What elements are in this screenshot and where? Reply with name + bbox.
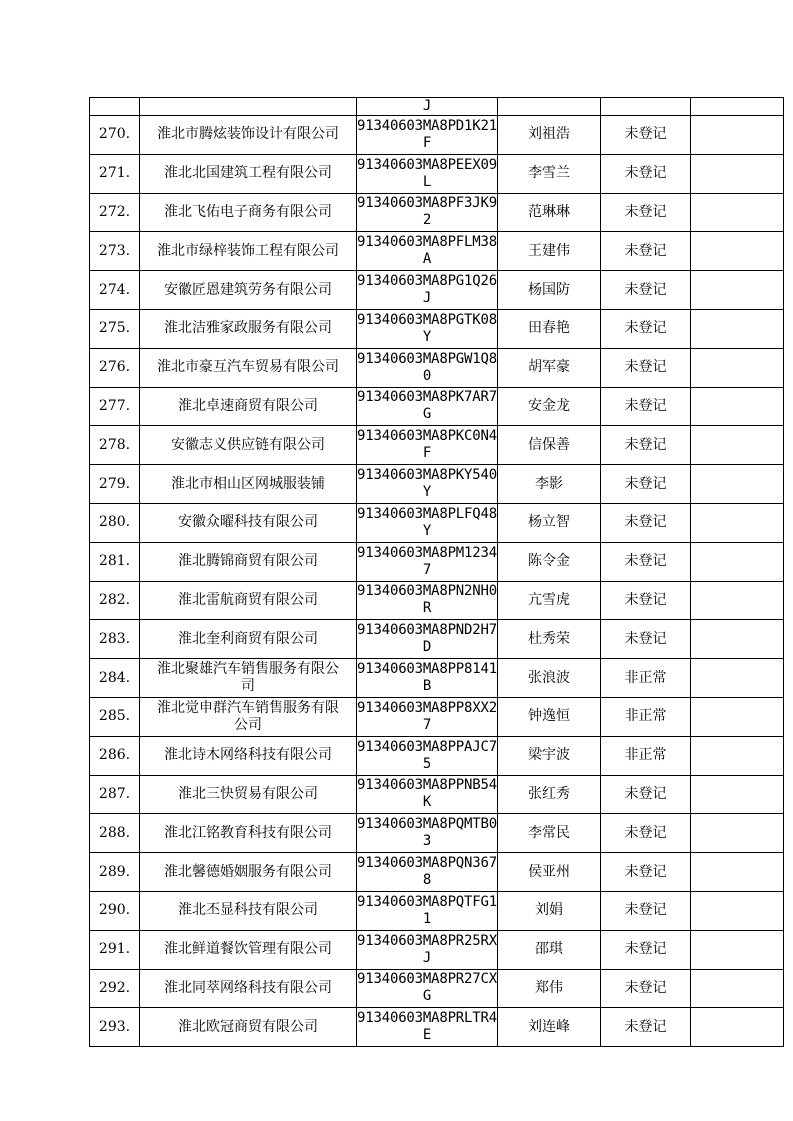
table-row xyxy=(90,116,784,155)
credit-code-cell xyxy=(357,659,498,698)
status-cell: 非正常 xyxy=(601,697,691,736)
company-name-cell xyxy=(140,193,357,232)
blank-cell xyxy=(691,1008,784,1047)
blank-cell xyxy=(691,232,784,271)
credit-code-line-2: L xyxy=(422,173,432,190)
table-row xyxy=(90,969,784,1008)
company-name-cell xyxy=(140,232,357,271)
credit-code-cell xyxy=(357,348,498,387)
row-number-cell: 279. xyxy=(90,465,140,504)
continuation-row xyxy=(90,98,784,116)
credit-code-cell xyxy=(357,426,498,465)
credit-code-line-1: 91340603MA8PF3JK9 xyxy=(357,195,497,212)
credit-code-cell xyxy=(357,581,498,620)
credit-code-line-1: 91340603MA8PQN367 xyxy=(357,855,497,872)
credit-code-line-2: 7 xyxy=(422,561,432,578)
credit-code-line-1: 91340603MA8PKC0N4 xyxy=(357,428,497,445)
credit-code-line-1: 91340603MA8PM1234 xyxy=(357,544,497,561)
legal-representative-cell: 李常民 xyxy=(498,814,601,853)
table-row xyxy=(90,426,784,465)
table-row xyxy=(90,581,784,620)
row-number-cell: 282. xyxy=(90,581,140,620)
table-row xyxy=(90,930,784,969)
table-row xyxy=(90,697,784,736)
legal-representative-cell: 李影 xyxy=(498,465,601,504)
status-cell: 未登记 xyxy=(601,930,691,969)
table-row xyxy=(90,1008,784,1047)
legal-representative-cell: 刘娟 xyxy=(498,891,601,930)
company-name-cell xyxy=(140,659,357,698)
company-name-cell xyxy=(140,309,357,348)
status-cell: 未登记 xyxy=(601,193,691,232)
row-number-cell: 274. xyxy=(90,271,140,310)
status-cell: 未登记 xyxy=(601,969,691,1008)
legal-representative-cell: 信保善 xyxy=(498,426,601,465)
blank-cell xyxy=(691,853,784,892)
legal-representative-cell: 刘祖浩 xyxy=(498,116,601,155)
credit-code-line-2: 8 xyxy=(422,872,432,889)
status-cell: 未登记 xyxy=(601,775,691,814)
table-row xyxy=(90,387,784,426)
table-row xyxy=(90,659,784,698)
blank-cell xyxy=(691,581,784,620)
credit-code-line-1: 91340603MA8PEEX09 xyxy=(357,156,497,173)
company-name-line-1: 淮北腾锦商贸有限公司 xyxy=(178,553,318,570)
credit-code-cell: J xyxy=(357,98,498,116)
credit-code-cell xyxy=(357,503,498,542)
legal-representative-cell: 胡军豪 xyxy=(498,348,601,387)
credit-code-line-1: 91340603MA8PGW1Q8 xyxy=(357,350,497,367)
row-number-cell: 270. xyxy=(90,116,140,155)
company-name-line-1: 淮北同萃网络科技有限公司 xyxy=(164,979,332,996)
table-row xyxy=(90,736,784,775)
blank-cell xyxy=(691,348,784,387)
company-name-line-1: 淮北觉申群汽车销售服务有限 xyxy=(157,699,339,716)
credit-code-line-2: 0 xyxy=(422,367,432,384)
credit-code-line-2: 5 xyxy=(422,755,432,772)
table-row xyxy=(90,232,784,271)
credit-code-cell xyxy=(357,620,498,659)
blank-cell xyxy=(691,697,784,736)
blank-cell xyxy=(691,659,784,698)
credit-code-line-2: Y xyxy=(422,328,432,345)
credit-code-line-1: 91340603MA8PLFQ48 xyxy=(357,505,497,522)
credit-code-line-2: A xyxy=(422,251,432,268)
company-name-line-1: 安徽志义供应链有限公司 xyxy=(171,436,325,453)
legal-representative-cell: 安金龙 xyxy=(498,387,601,426)
legal-representative-cell: 杨国防 xyxy=(498,271,601,310)
blank-cell xyxy=(691,736,784,775)
credit-code-line-1: 91340603MA8PP8XX2 xyxy=(357,699,497,716)
table-body xyxy=(90,98,784,1047)
table-row xyxy=(90,465,784,504)
credit-code-line-1: 91340603MA8PQMTB0 xyxy=(357,816,497,833)
credit-code-cell xyxy=(357,542,498,581)
credit-code-cell xyxy=(357,930,498,969)
credit-code-line-1: 91340603MA8PR27CX xyxy=(357,971,497,988)
company-name-cell xyxy=(140,503,357,542)
row-number-cell: 292. xyxy=(90,969,140,1008)
row-number-cell: 276. xyxy=(90,348,140,387)
credit-code-line-2: Y xyxy=(422,484,432,501)
company-name-cell xyxy=(140,154,357,193)
credit-code-line-1: 91340603MA8PN2NH0 xyxy=(357,583,497,600)
status-cell: 未登记 xyxy=(601,426,691,465)
blank-cell xyxy=(691,271,784,310)
company-name-cell xyxy=(140,271,357,310)
blank-cell xyxy=(691,387,784,426)
table-row xyxy=(90,814,784,853)
credit-code-line-2: 7 xyxy=(422,716,432,733)
blank-cell xyxy=(691,465,784,504)
legal-representative-cell: 李雪兰 xyxy=(498,154,601,193)
row-number-cell: 280. xyxy=(90,503,140,542)
credit-code-cell xyxy=(357,271,498,310)
table-row xyxy=(90,853,784,892)
company-name-line-1: 淮北北国建筑工程有限公司 xyxy=(164,165,332,182)
blank-cell xyxy=(691,620,784,659)
company-name-cell xyxy=(140,387,357,426)
credit-code-cell xyxy=(357,387,498,426)
company-name-cell xyxy=(140,542,357,581)
company-name-line-1: 淮北诗木网络科技有限公司 xyxy=(164,747,332,764)
legal-representative-cell: 钟逸恒 xyxy=(498,697,601,736)
credit-code-line-2: Y xyxy=(422,522,432,539)
company-name-line-1: 淮北洁雅家政服务有限公司 xyxy=(164,320,332,337)
row-number-cell: 290. xyxy=(90,891,140,930)
status-cell: 未登记 xyxy=(601,154,691,193)
status-cell: 未登记 xyxy=(601,116,691,155)
legal-representative-cell xyxy=(498,98,601,116)
table-row xyxy=(90,309,784,348)
credit-code-line-2: B xyxy=(422,678,432,695)
company-name-line-1: 安徽众曜科技有限公司 xyxy=(178,514,318,531)
credit-code-line-1: 91340603MA8PD1K21 xyxy=(357,117,497,134)
credit-code-line-2: D xyxy=(422,639,432,656)
table-row xyxy=(90,542,784,581)
blank-cell xyxy=(691,309,784,348)
legal-representative-cell: 郑伟 xyxy=(498,969,601,1008)
table-row xyxy=(90,503,784,542)
status-cell: 未登记 xyxy=(601,853,691,892)
company-name-line-1: 淮北鲜道餐饮管理有限公司 xyxy=(164,941,332,958)
credit-code-line-1: 91340603MA8PKY540 xyxy=(357,467,497,484)
credit-code-cell xyxy=(357,232,498,271)
credit-code-line-2: J xyxy=(422,290,432,307)
company-name-cell xyxy=(140,1008,357,1047)
credit-code-cell xyxy=(357,465,498,504)
status-cell: 未登记 xyxy=(601,503,691,542)
blank-cell xyxy=(691,116,784,155)
blank-cell xyxy=(691,193,784,232)
credit-code-cell xyxy=(357,775,498,814)
company-name-line-1: 淮北市豪互汽车贸易有限公司 xyxy=(157,359,339,376)
row-number-cell: 291. xyxy=(90,930,140,969)
legal-representative-cell: 亢雪虎 xyxy=(498,581,601,620)
legal-representative-cell: 张红秀 xyxy=(498,775,601,814)
credit-code-line-1: 91340603MA8PND2H7 xyxy=(357,622,497,639)
table-row xyxy=(90,271,784,310)
credit-code-line-1: 91340603MA8PG1Q26 xyxy=(357,273,497,290)
legal-representative-cell: 陈令金 xyxy=(498,542,601,581)
company-name-cell xyxy=(140,697,357,736)
status-cell: 非正常 xyxy=(601,659,691,698)
credit-code-cell xyxy=(357,1008,498,1047)
credit-code-line-1: 91340603MA8PPNB54 xyxy=(357,777,497,794)
company-name-line-1: 淮北市相山区网城服装铺 xyxy=(171,475,325,492)
status-cell xyxy=(601,98,691,116)
credit-code-cell xyxy=(357,193,498,232)
credit-code-line-2: F xyxy=(422,134,432,151)
credit-code-line-2: 3 xyxy=(422,833,432,850)
credit-code-cell xyxy=(357,697,498,736)
company-name-cell xyxy=(140,465,357,504)
company-name-line-1: 淮北聚雄汽车销售服务有限公 xyxy=(157,661,339,678)
credit-code-line-1: 91340603MA8PR25RX xyxy=(357,932,497,949)
status-cell: 未登记 xyxy=(601,891,691,930)
credit-code-line-1: 91340603MA8PPAJC7 xyxy=(357,738,497,755)
blank-cell xyxy=(691,814,784,853)
company-name-cell xyxy=(140,736,357,775)
legal-representative-cell: 田春艳 xyxy=(498,309,601,348)
company-name-line-1: 淮北江铭教育科技有限公司 xyxy=(164,824,332,841)
company-name-line-1: 淮北卓速商贸有限公司 xyxy=(178,397,318,414)
status-cell: 未登记 xyxy=(601,348,691,387)
legal-representative-cell: 杨立智 xyxy=(498,503,601,542)
company-name-line-1: 淮北雷航商贸有限公司 xyxy=(178,591,318,608)
row-number-cell: 287. xyxy=(90,775,140,814)
table-row xyxy=(90,154,784,193)
credit-code-line-1: 91340603MA8PFLM38 xyxy=(357,234,497,251)
row-number-cell: 277. xyxy=(90,387,140,426)
credit-code-line-2: G xyxy=(422,406,432,423)
row-number-cell: 272. xyxy=(90,193,140,232)
company-name-line-1: 淮北馨德婚姻服务有限公司 xyxy=(164,863,332,880)
credit-code-cell xyxy=(357,891,498,930)
status-cell: 未登记 xyxy=(601,581,691,620)
table-row xyxy=(90,620,784,659)
company-name-cell xyxy=(140,348,357,387)
table-row xyxy=(90,193,784,232)
company-name-line-1: 淮北丕显科技有限公司 xyxy=(178,902,318,919)
company-name-cell xyxy=(140,969,357,1008)
credit-code-cell xyxy=(357,969,498,1008)
credit-code-cell xyxy=(357,116,498,155)
company-name-line-1: 淮北欧冠商贸有限公司 xyxy=(178,1018,318,1035)
company-name-cell xyxy=(140,620,357,659)
enterprise-register-table xyxy=(89,97,784,1047)
legal-representative-cell: 侯亚州 xyxy=(498,853,601,892)
row-number-cell: 288. xyxy=(90,814,140,853)
legal-representative-cell: 杜秀荣 xyxy=(498,620,601,659)
status-cell: 未登记 xyxy=(601,814,691,853)
credit-code-cell xyxy=(357,736,498,775)
credit-code-cell xyxy=(357,853,498,892)
status-cell: 未登记 xyxy=(601,465,691,504)
company-name-line-1: 安徽匠恩建筑劳务有限公司 xyxy=(164,281,332,298)
legal-representative-cell: 范琳琳 xyxy=(498,193,601,232)
row-number-cell: 278. xyxy=(90,426,140,465)
company-name-cell xyxy=(140,426,357,465)
company-name-cell xyxy=(140,98,357,116)
credit-code-line-1: 91340603MA8PGTK08 xyxy=(357,311,497,328)
company-name-cell xyxy=(140,581,357,620)
row-number-cell xyxy=(90,98,140,116)
row-number-cell: 275. xyxy=(90,309,140,348)
blank-cell xyxy=(691,503,784,542)
legal-representative-cell: 邵琪 xyxy=(498,930,601,969)
row-number-cell: 293. xyxy=(90,1008,140,1047)
credit-code-line-2: E xyxy=(422,1027,432,1044)
credit-code-line-2: J xyxy=(422,949,432,966)
status-cell: 非正常 xyxy=(601,736,691,775)
blank-cell xyxy=(691,98,784,116)
credit-code-cell xyxy=(357,814,498,853)
credit-code-line-2: F xyxy=(422,445,432,462)
row-number-cell: 283. xyxy=(90,620,140,659)
company-name-line-1: 淮北市腾炫装饰设计有限公司 xyxy=(157,126,339,143)
credit-code-line-2: K xyxy=(422,794,432,811)
row-number-cell: 273. xyxy=(90,232,140,271)
company-name-cell xyxy=(140,853,357,892)
legal-representative-cell: 刘连峰 xyxy=(498,1008,601,1047)
status-cell: 未登记 xyxy=(601,1008,691,1047)
status-cell: 未登记 xyxy=(601,387,691,426)
company-name-line-2: 司 xyxy=(241,678,255,695)
company-name-cell xyxy=(140,775,357,814)
credit-code-line-1: 91340603MA8PP8141 xyxy=(357,661,497,678)
legal-representative-cell: 王建伟 xyxy=(498,232,601,271)
company-name-line-2: 公司 xyxy=(234,716,262,733)
blank-cell xyxy=(691,891,784,930)
status-cell: 未登记 xyxy=(601,620,691,659)
row-number-cell: 289. xyxy=(90,853,140,892)
row-number-cell: 271. xyxy=(90,154,140,193)
row-number-cell: 284. xyxy=(90,659,140,698)
company-name-cell xyxy=(140,814,357,853)
row-number-cell: 286. xyxy=(90,736,140,775)
row-number-cell: 285. xyxy=(90,697,140,736)
blank-cell xyxy=(691,969,784,1008)
blank-cell xyxy=(691,154,784,193)
legal-representative-cell: 张浪波 xyxy=(498,659,601,698)
credit-code-line-1: 91340603MA8PK7AR7 xyxy=(357,389,497,406)
credit-code-line-1: 91340603MA8PRLTR4 xyxy=(357,1010,497,1027)
credit-code-cell xyxy=(357,309,498,348)
blank-cell xyxy=(691,775,784,814)
table-row xyxy=(90,891,784,930)
company-name-line-1: 淮北奎利商贸有限公司 xyxy=(178,630,318,647)
blank-cell xyxy=(691,542,784,581)
company-name-line-1: 淮北市绿梓装饰工程有限公司 xyxy=(157,242,339,259)
table-row xyxy=(90,348,784,387)
company-name-cell xyxy=(140,930,357,969)
credit-code-line-2: R xyxy=(422,600,432,617)
status-cell: 未登记 xyxy=(601,232,691,271)
table-row xyxy=(90,775,784,814)
company-name-line-1: 淮北飞佑电子商务有限公司 xyxy=(164,203,332,220)
company-name-line-1: 淮北三快贸易有限公司 xyxy=(178,785,318,802)
row-number-cell: 281. xyxy=(90,542,140,581)
credit-code-line-2: 1 xyxy=(422,910,432,927)
blank-cell xyxy=(691,426,784,465)
legal-representative-cell: 梁宇波 xyxy=(498,736,601,775)
credit-code-cell xyxy=(357,154,498,193)
status-cell: 未登记 xyxy=(601,271,691,310)
blank-cell xyxy=(691,930,784,969)
status-cell: 未登记 xyxy=(601,309,691,348)
credit-code-line-1: 91340603MA8PQTFG1 xyxy=(357,893,497,910)
credit-code-line-2: G xyxy=(422,988,432,1005)
credit-code-line-2: 2 xyxy=(422,212,432,229)
status-cell: 未登记 xyxy=(601,542,691,581)
company-name-cell xyxy=(140,116,357,155)
company-name-cell xyxy=(140,891,357,930)
